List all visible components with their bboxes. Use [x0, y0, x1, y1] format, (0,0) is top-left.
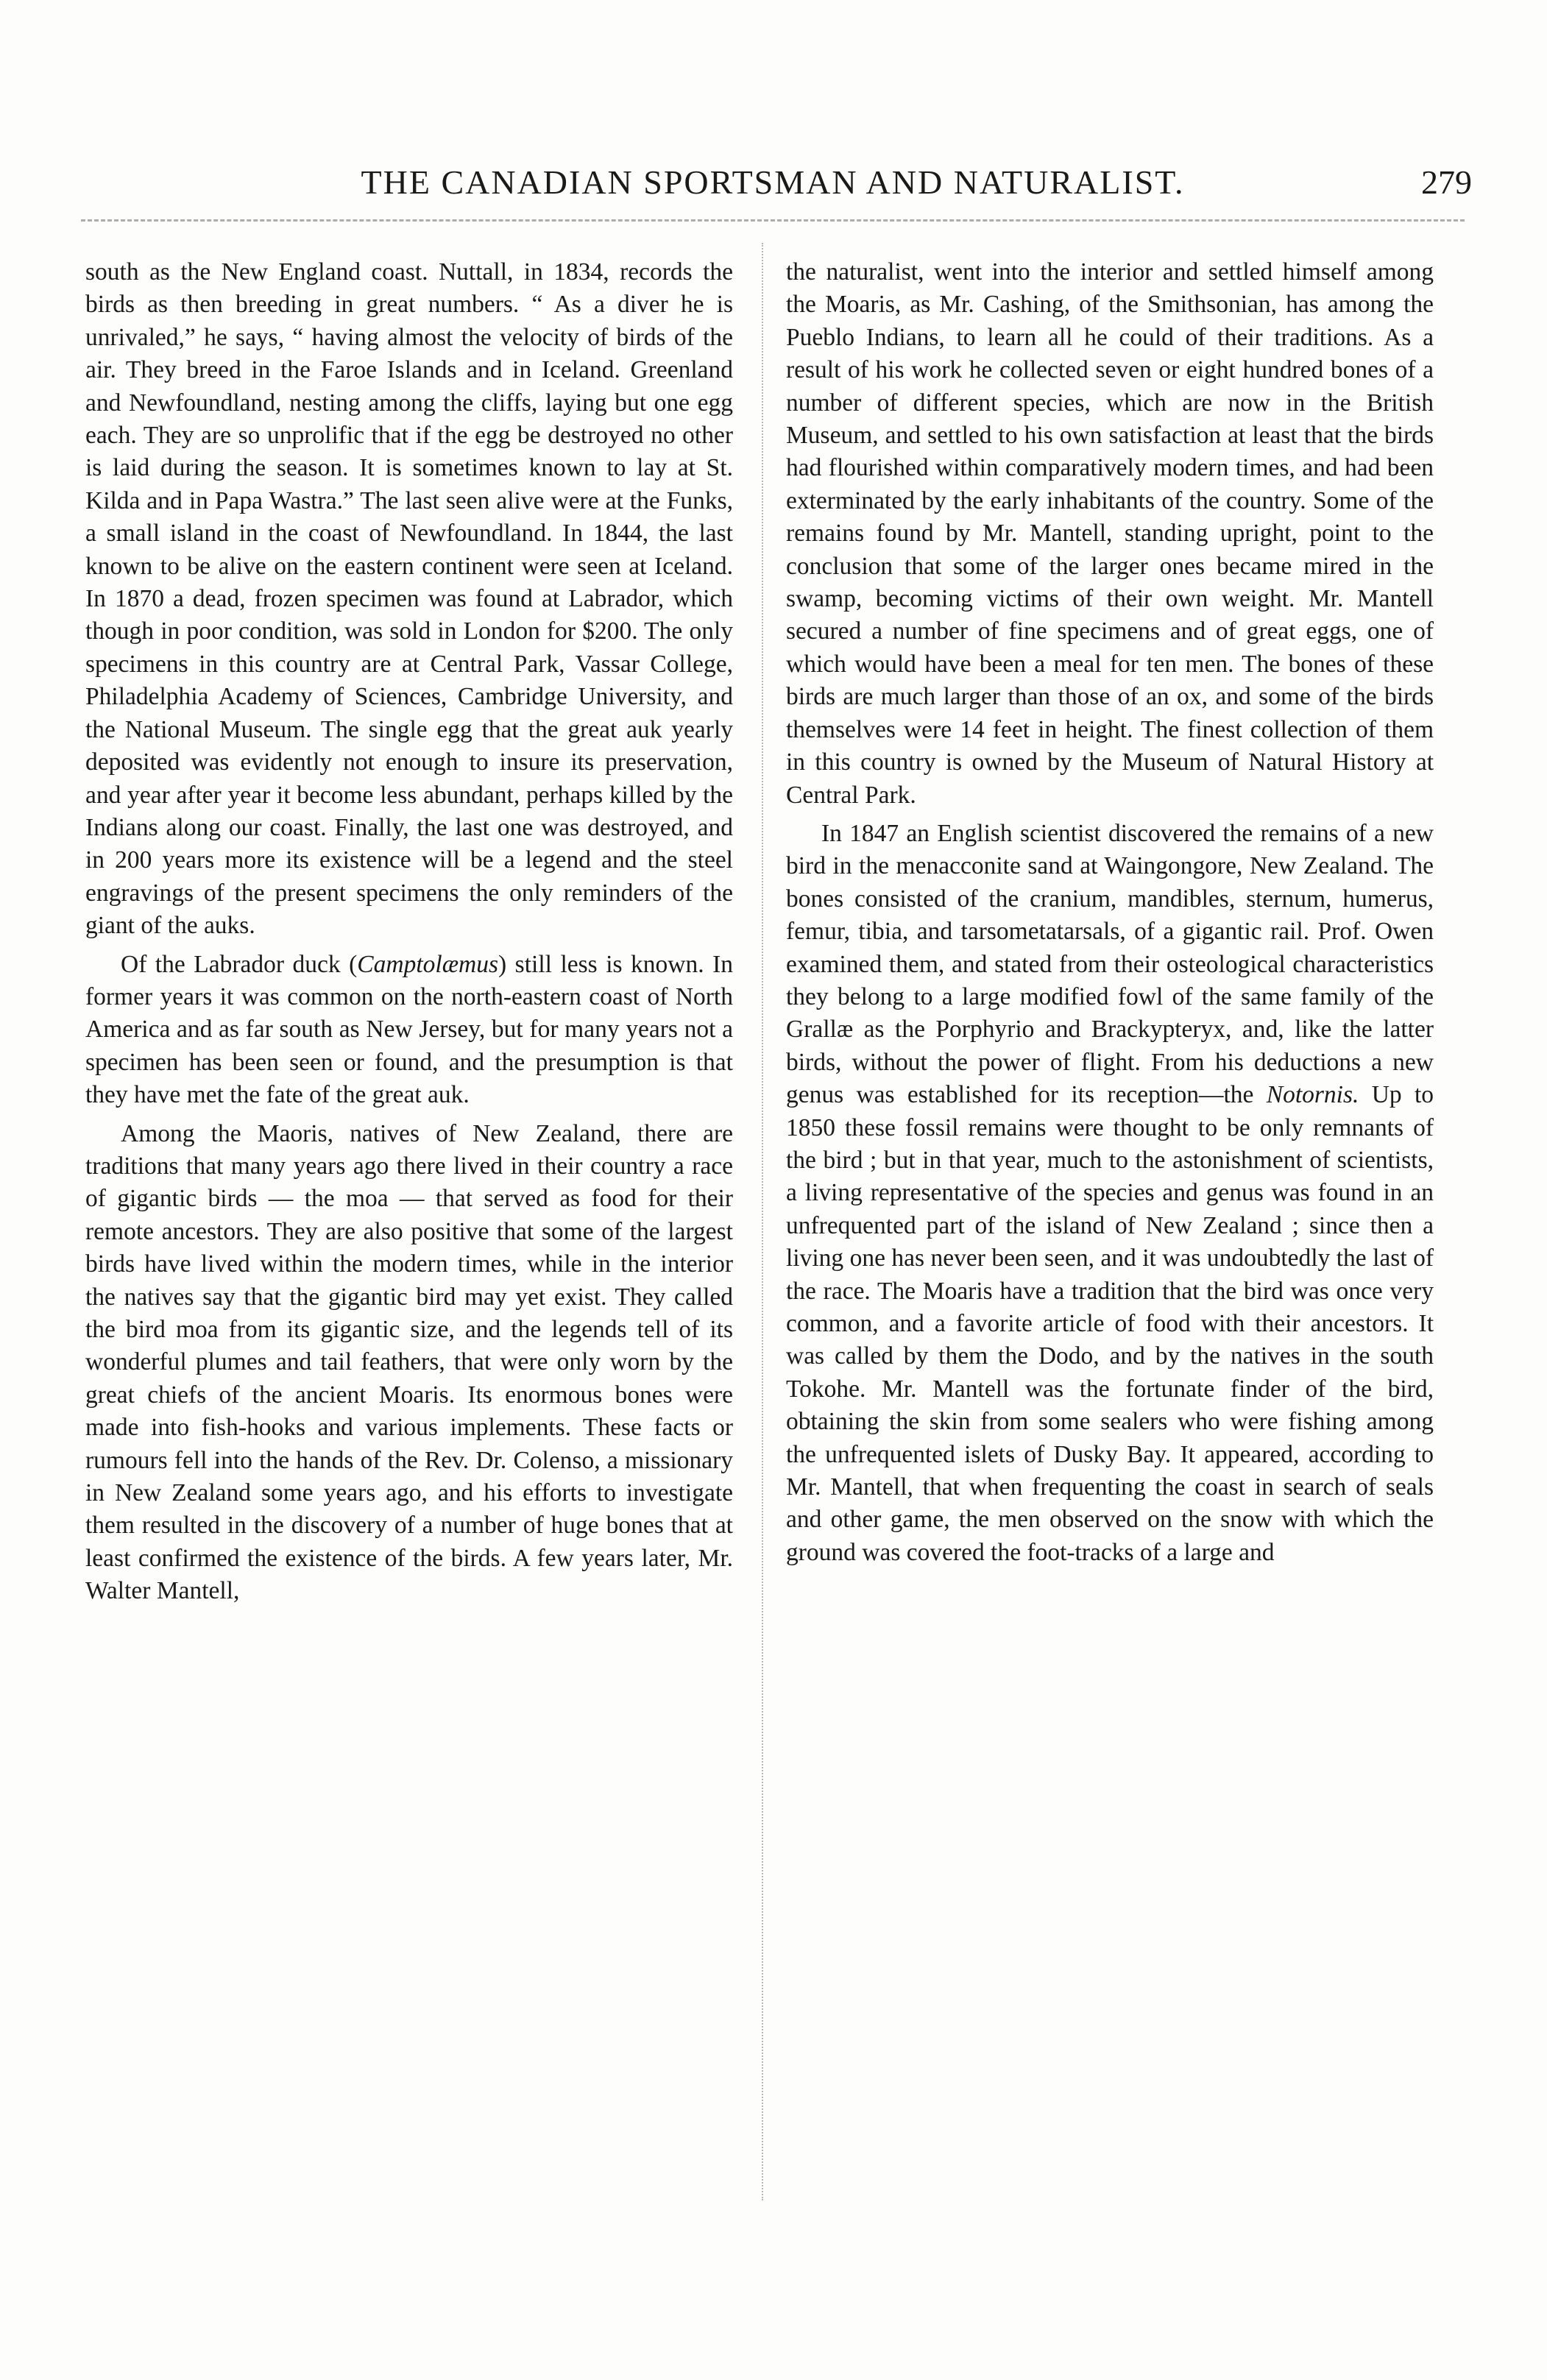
paragraph-text: Up to 1850 these fossil remains were thought to be only remnants of the bird ; but in that year, much to the astonishment of scientists, a living representative of the species and genus was found in an unfrequented part of the island of New Zealand ; since then a living one has never been seen, and it was undoubtedly the last of the race. The Moaris have a tradition that the bird was once very common, and a favorite article of food with their ancestors. It was called by them the Dodo, and by the natives in the south Tokohe. Mr. Mantell was the fortunate finder of the bird, obtaining the skin from some sealers who were fishing among the unfrequented islets of Dusky Bay. It appeared, according to Mr. Mantell, that when frequenting the coast in search of seals and other game, the men observed on the snow with which the ground was covered the foot-tracks of a large and [786, 1081, 1434, 1566]
paragraph-text: Among the Maoris, natives of New Zealand, there are traditions that many years ago there lived in their country a race of gigantic birds — the moa — that served as food for their remote ancestors. They are also positive that some of the largest birds have lived within the modern times, while in the interior the natives say that the gigantic bird may yet exist. They called the bird moa from its gigantic size, and the legends tell of its wonderful plumes and tail feathers, that were only worn by the great chiefs of the ancient Moaris. Its enormous bones were made into fish-hooks and various implements. These facts or rumours fell into the hands of the Rev. Dr. Colenso, a missionary in New Zealand some years ago, and his efforts to investigate them resulted in the discovery of a number of huge bones that at least confirmed the existence of the birds. A few years later, Mr. Walter Mantell, [85, 1119, 733, 1605]
publication-title: THE CANADIAN SPORTSMAN AND NATURALIST. [361, 163, 1185, 201]
paragraph [85, 256, 733, 943]
paragraph [85, 1118, 733, 1608]
paragraph-text: ) still less is known. In former years it was common on the north-eastern coast of North America and as far south as New Jersey, but for many years not a specimen has been seen or found, and the presumption is that they have met the fate of the great auk. [85, 950, 733, 1109]
italic-term: Camptolæmus [357, 950, 499, 978]
left-column [85, 256, 733, 1608]
paragraph-text: the naturalist, went into the interior and settled himself among the Moaris, as Mr. Cashing, of the Smithsonian, has among the Pueblo Indians, to learn all he could of their traditions. As a result of his work he collected seven or eight hundred bones of a number of different species, which are now in the British Museum, and settled to his own satisfaction at least that the birds had flourished within comparatively modern times, and had been exterminated by the early inhabitants of the country. Some of the remains found by Mr. Mantell, standing upright, point to the conclusion that some of the larger ones became mired in the swamp, becoming victims of their own weight. Mr. Mantell secured a number of fine specimens and of great eggs, one of which would have been a meal for ten men. The bones of these birds are much larger than those of an ox, and some of the birds themselves were 14 feet in height. The finest collection of them in this country is owned by the Museum of Natural History at Central Park. [786, 258, 1434, 809]
header-rule [81, 219, 1465, 222]
paragraph-text: In 1847 an English scientist discovered the remains of a new bird in the menacconite sand at Waingongore, New Zealand. The bones consisted of the cranium, mandibles, sternum, humerus, femur, tibia, and tarsometatarsals, of a gigantic rail. Prof. Owen examined them, and stated from their osteological characteristics they belong to a large modified fowl of the same family of the Grallæ as the Porphyrio and Brackypteryx, and, like the latter birds, without the power of flight. From his deductions a new genus was established for its reception—the [786, 819, 1434, 1109]
paragraph [786, 818, 1434, 1569]
italic-term: Notornis. [1266, 1081, 1359, 1109]
paragraph-text: Of the Labrador duck ( [121, 950, 358, 978]
paragraph [85, 949, 733, 1112]
column-divider [762, 243, 763, 2200]
paragraph [786, 256, 1434, 812]
right-column [786, 256, 1434, 1569]
running-head [74, 160, 1472, 212]
paragraph-text: south as the New England coast. Nuttall, in 1834, records the birds as then breeding in great numbers. “ As a diver he is unrivaled,” he says, “ having almost the velocity of birds of the air. They breed in the Faroe Islands and in Iceland. Greenland and Newfoundland, nesting among the cliffs, laying but one egg each. They are so unprolific that if the egg be destroyed no other is laid during the season. It is sometimes known to lay at St. Kilda and in Papa Wastra.” The last seen alive were at the Funks, a small island in the coast of Newfoundland. In 1844, the last known to be alive on the eastern continent were seen at Iceland. In 1870 a dead, frozen specimen was found at Labrador, which though in poor condition, was sold in London for $200. The only specimens in this country are at Central Park, Vassar College, Philadelphia Academy of Sciences, Cambridge University, and the National Museum. The single egg that the great auk yearly deposited was evidently not enough to insure its preservation, and year after year it become less abundant, perhaps killed by the Indians along our coast. Finally, the last one was destroyed, and in 200 years more its existence will be a legend and the steel engravings of the present specimens the only reminders of the giant of the auks. [85, 258, 733, 940]
page-number: 279 [1421, 163, 1472, 201]
